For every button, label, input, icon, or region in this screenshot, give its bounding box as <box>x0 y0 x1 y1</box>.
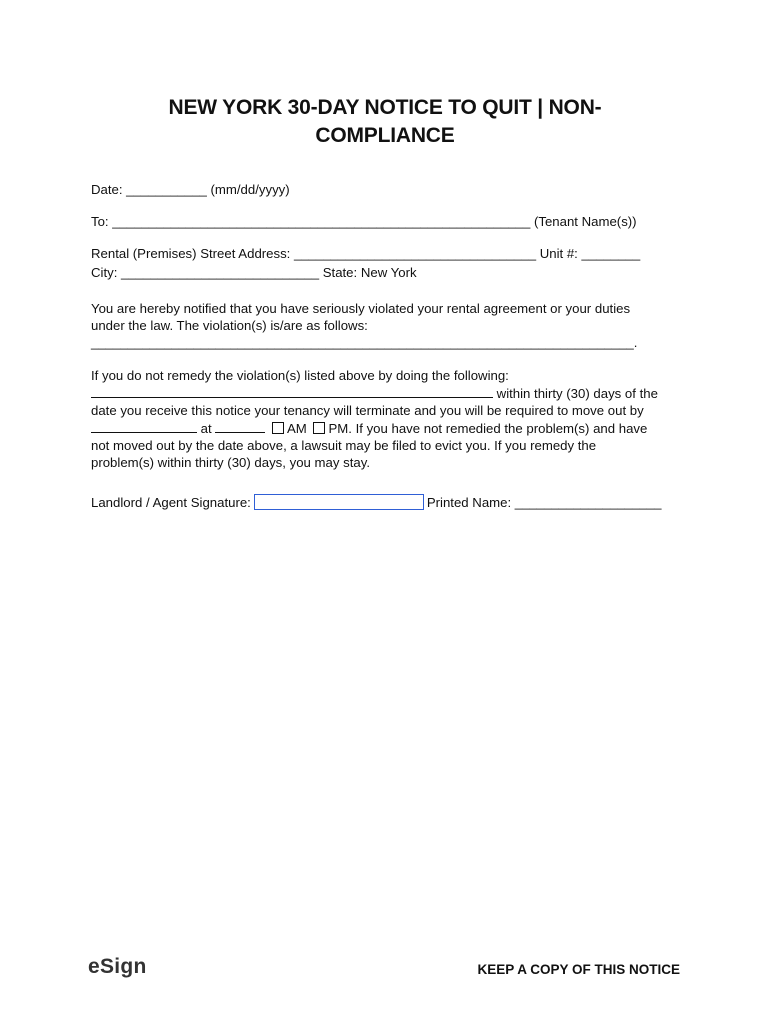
remedy-line-1: If you do not remedy the violation(s) listed above by doing the following: <box>91 368 509 383</box>
signature-line <box>91 494 661 511</box>
title-line-2: COMPLIANCE <box>315 124 455 147</box>
esign-logo: eSign <box>88 955 147 978</box>
remedy-line-6: problem(s) within thirty (30) days, you may stay. <box>91 455 370 470</box>
signature-field[interactable] <box>254 494 424 510</box>
signature-label: Landlord / Agent Signature: <box>91 495 251 510</box>
remedy-action-blank[interactable] <box>91 385 493 398</box>
violation-intro-line-1: You are hereby notified that you have seriously violated your rental agreement or your duties <box>91 301 631 316</box>
remedy-line-2-suffix: within thirty (30) days of the <box>496 386 658 401</box>
violation-intro-line-2: under the law. The violation(s) is/are as follows: <box>91 318 368 333</box>
remedy-line-4 <box>91 420 647 437</box>
tenant-name-line: To: _________________________________________________________ (Tenant Name(s)) <box>91 214 637 229</box>
date-line: Date: ___________ (mm/dd/yyyy) <box>91 182 290 197</box>
violation-blank-line: __________________________________________________________________________. <box>91 335 638 350</box>
am-label: AM <box>287 421 307 436</box>
printed-name-line: Printed Name: ____________________ <box>426 495 662 510</box>
document-title <box>120 94 650 150</box>
title-line-1: NEW YORK 30-DAY NOTICE TO QUIT | NON- <box>168 96 602 119</box>
move-out-time-blank[interactable] <box>215 420 265 433</box>
pm-label: PM. If you have not remedied the problem(s) and have <box>328 421 648 436</box>
remedy-line-2 <box>91 385 658 402</box>
pm-checkbox[interactable] <box>313 422 325 434</box>
remedy-line-5: not moved out by the date above, a lawsuit may be filed to evict you. If you remedy the <box>91 438 597 453</box>
city-state-line: City: ___________________________ State: New York <box>91 265 417 280</box>
move-out-date-blank[interactable] <box>91 420 197 433</box>
street-address-line: Rental (Premises) Street Address: _________________________________ Unit #: ________ <box>91 246 641 261</box>
remedy-line-3: date you receive this notice your tenancy will terminate and you will be required to move out by <box>91 403 644 418</box>
am-checkbox[interactable] <box>272 422 284 434</box>
keep-copy-notice: KEEP A COPY OF THIS NOTICE <box>477 962 680 977</box>
at-label: at <box>200 421 212 436</box>
